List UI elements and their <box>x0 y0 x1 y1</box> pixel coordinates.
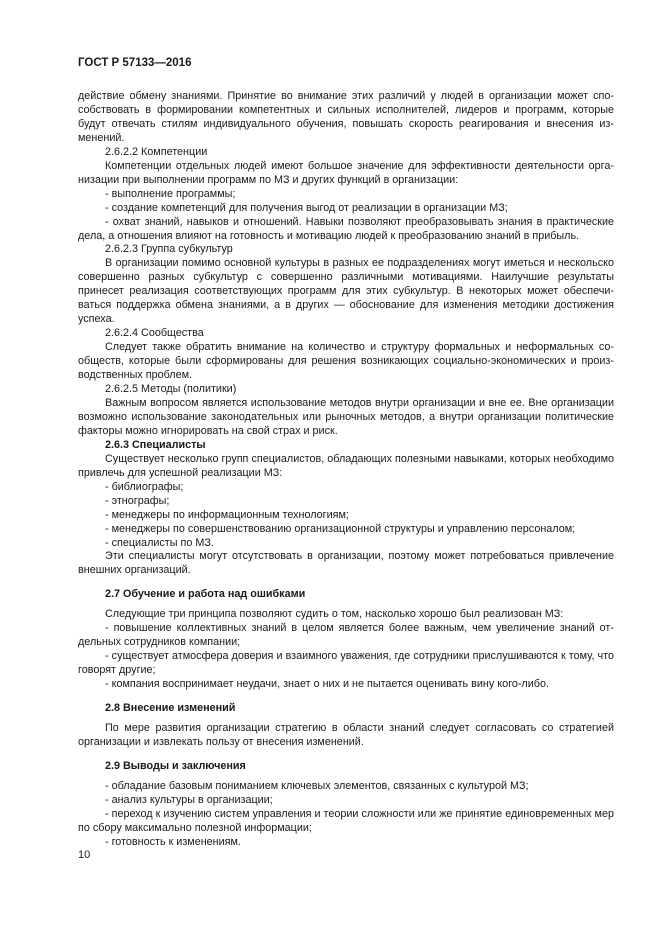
section-heading-2-6-2-4: 2.6.2.4 Сообщества <box>105 327 204 340</box>
list-item: - менеджеры по совершенствованию организационной структуры и управлению персоналом; <box>105 522 576 535</box>
paragraph: В организации помимо основной культуры в разных ее подразделениях могут иметься и нескольско совершенно разных субкультур с совершенно различными мотивациями. Наилучшие результаты принесет реализация соответствующих программ для этих субкультур. В некоторых может обеспечиваться поддержка обмена знаниями, а в других — обоснование для изменения методики достижения успеха. <box>78 257 614 326</box>
list-item: - библиографы; <box>105 480 184 493</box>
list-item: - охват знаний, навыков и отношений. Навыки позволяют преобразовывать знания в практические дела, а отношения влияют на готовность и мотивацию людей к преобразованию знаний в прибыль. <box>78 215 614 242</box>
page-number: 10 <box>78 849 91 861</box>
section-heading-2-6-3: 2.6.3 Специалисты <box>105 438 206 451</box>
paragraph: действие обмену знаниями. Принятие во внимание этих различий у людей в организации может способствовать в формировании компетентных и сильных исполнителей, лидеров и программ, которые будут отвечать стилям индивидуального обучения, повышать скорость реагирования и внесения изменений. <box>78 90 614 144</box>
list-item: - специалисты по МЗ. <box>105 536 214 549</box>
list-item: - анализ культуры в организации; <box>105 793 273 806</box>
list-item: - повышение коллективных знаний в целом является более важным, чем увеличение знаний отдельных сотрудников компании; <box>78 622 614 649</box>
list-item: - менеджеры по информационным технологиям; <box>105 508 349 521</box>
section-heading-2-6-2-3: 2.6.2.3 Группа субкультур <box>105 243 233 256</box>
page-body <box>78 90 614 850</box>
section-heading-2-9: 2.9 Выводы и заключения <box>105 759 246 772</box>
list-item: - компания воспринимает неудачи, знает о них и не пытается оценивать вину кого-либо. <box>105 678 549 691</box>
paragraph: Компетенции отдельных людей имеют большое значение для эффективности деятельности организации при выполнении программ по МЗ и других функций в организации: <box>78 159 614 186</box>
standard-header: ГОСТ Р 57133—2016 <box>78 57 192 69</box>
paragraph: Важным вопросом является использование методов внутри организации и вне ее. Вне организации возможно использование законодательных или рыночных методов, а внутри организации политические факторы можно игнорировать на свой страх и риск. <box>78 396 614 437</box>
paragraph: Следует также обратить внимание на количество и структуру формальных и неформальных сообществ, которые были сформированы для решения возникающих социально-экономических и производственных проблем. <box>78 341 614 382</box>
paragraph: Существует несколько групп специалистов, обладающих полезными навыками, которых необходимо привлечь для успешной реализации МЗ: <box>78 452 614 479</box>
paragraph: По мере развития организации стратегию в области знаний следует согласовать со стратегией организации и извлекать пользу от внесения изменений. <box>78 721 614 748</box>
section-heading-2-7: 2.7 Обучение и работа над ошибками <box>105 588 306 601</box>
list-item: - готовность к изменениям. <box>105 835 241 848</box>
section-heading-2-8: 2.8 Внесение изменений <box>105 702 236 715</box>
paragraph: Эти специалисты могут отсутствовать в организации, поэтому может потребоваться привлечение внешних организаций. <box>78 550 614 577</box>
paragraph: Следующие три принципа позволяют судить о том, насколько хорошо был реализован МЗ: <box>105 608 564 621</box>
section-heading-2-6-2-5: 2.6.2.5 Методы (политики) <box>105 383 237 396</box>
list-item: - переход к изучению систем управления и теории сложности или же принятие единовременных мер по сбору максимально полезной информации; <box>78 807 614 834</box>
list-item: - создание компетенций для получения выгод от реализации в организации МЗ; <box>105 201 508 214</box>
list-item: - обладание базовым пониманием ключевых элементов, связанных с культурой МЗ; <box>105 779 529 792</box>
list-item: - существует атмосфера доверия и взаимного уважения, где сотрудники прислушиваются к тому, что говорят другие; <box>78 650 614 677</box>
list-item: - выполнение программы; <box>105 187 236 200</box>
section-heading-2-6-2-2: 2.6.2.2 Компетенции <box>105 145 208 158</box>
list-item: - этнографы; <box>105 494 170 507</box>
